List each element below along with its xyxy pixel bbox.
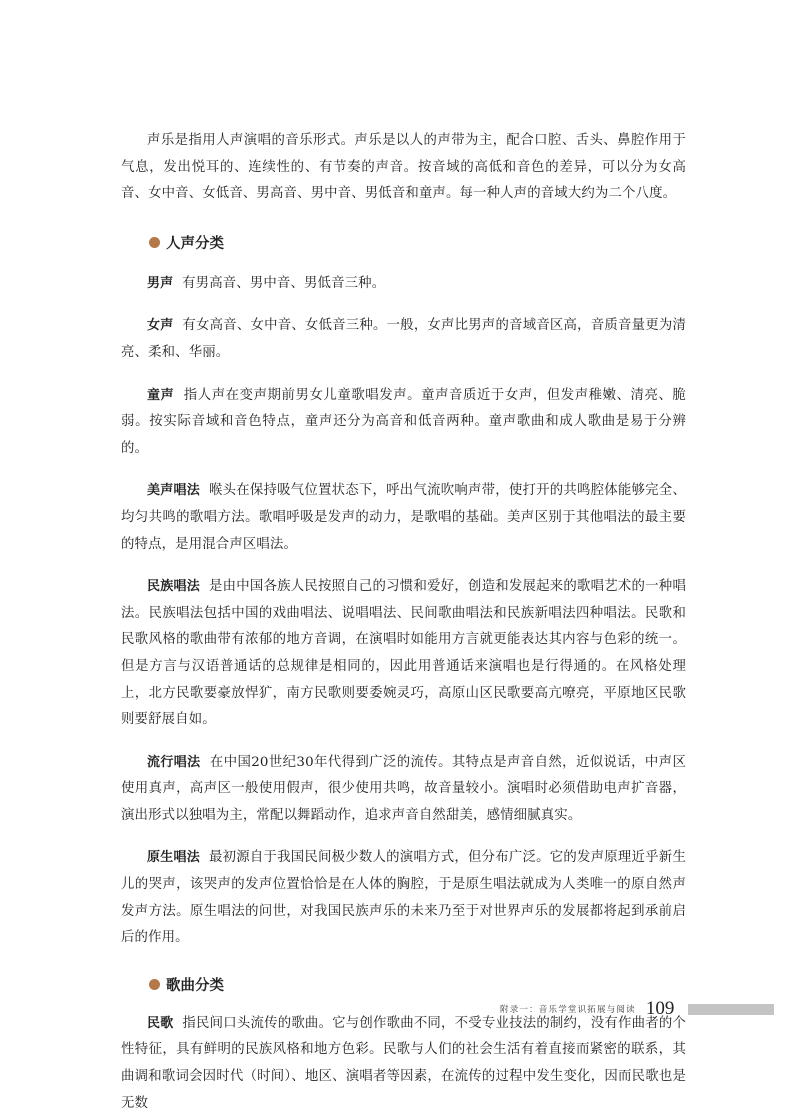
entry-text: 有男高音、男中音、男低音三种。 xyxy=(182,275,386,291)
entry-term: 童声 xyxy=(147,387,175,403)
page-footer xyxy=(500,998,774,1020)
footer-chapter-label: 附录一：音乐学堂识拓展与阅读 xyxy=(500,1005,636,1015)
entry-text: 喉头在保持吸气位置状态下，呼出气流吹响声带，使打开的共鸣腔体能够完全、均匀共鸣的歌唱方法。歌唱呼吸是发声的动力，是歌唱的基础。美声区别于其他唱法的最主要的特点，是用混合声区唱法。 xyxy=(121,483,686,552)
entry-text: 最初源自于我国民间极少数人的演唱方式，但分布广泛。它的发声原理近乎新生儿的哭声，该哭声的发声位置恰恰是在人体的胸腔，于是原生唱法就成为人类唯一的原自然声发声方法。原生唱法的问世，对我国民族声乐的未来乃至于对世界声乐的发展都将起到承前启后的作用。 xyxy=(121,850,686,946)
section-heading-voice-types xyxy=(149,232,686,253)
section-title: 人声分类 xyxy=(166,234,224,252)
entry-paragraph xyxy=(121,383,686,463)
entry-paragraph xyxy=(121,313,686,366)
entry-term: 美声唱法 xyxy=(147,483,200,499)
entry-term: 女声 xyxy=(147,318,174,334)
entry-term: 民歌 xyxy=(147,1015,174,1031)
entry-term: 原生唱法 xyxy=(147,850,200,866)
entry-paragraph xyxy=(121,574,686,734)
entry-text: 指人声在变声期前男女儿童歌唱发声。童声音质近于女声，但发声稚嫩、清亮、脆弱。按实际音域和音色特点，童声还分为高音和低音两种。童声歌曲和成人歌曲是易于分辨的。 xyxy=(121,387,686,456)
entry-text: 有女高音、女中音、女低音三种。一般，女声比男声的音域音区高，音质音量更为清亮、柔和、华丽。 xyxy=(121,318,686,360)
entry-text: 指民间口头流传的歌曲。它与创作歌曲不同，不受专业技法的制约，没有作曲者的个性特征，具有鲜明的民族风格和地方色彩。民歌与人们的社会生活有着直接而紧密的联系，其曲调和歌词会因时代（时间）、地区、演唱者等因素，在流传的过程中发生变化，因而民歌也是无数 xyxy=(121,1015,686,1111)
entry-term: 流行唱法 xyxy=(147,754,201,770)
intro-paragraph: 声乐是指用人声演唱的音乐形式。声乐是以人的声带为主，配合口腔、舌头、鼻腔作用于气息，发出悦耳的、连续性的、有节奏的声音。按音域的高低和音色的差异，可以分为女高音、女中音、女低音、男高音、男中音、男低音和童声。每一种人声的音域大约为二个八度。 xyxy=(121,133,686,202)
entry-paragraph xyxy=(121,845,686,951)
footer-decorative-bar xyxy=(688,1004,774,1015)
bullet-dot-icon xyxy=(149,979,160,990)
entry-text: 是由中国各族人民按照自己的习惯和爱好，创造和发展起来的歌唱艺术的一种唱法。民族唱法包括中国的戏曲唱法、说唱唱法、民间歌曲唱法和民族新唱法四种唱法。民歌和民歌风格的歌曲带有浓郁的地方音调，在演唱时如能用方言就更能表达其内容与色彩的统一。但是方言与汉语普通话的总规律是相同的，因此用普通话来演唱也是行得通的。在风格处理上，北方民歌要豪放悍犷，南方民歌则要委婉灵巧，高原山区民歌要高亢嘹亮，平原地区民歌则要舒展自如。 xyxy=(121,579,686,728)
entry-text: 在中国20世纪30年代得到广泛的流传。其特点是声音自然，近似说话，中声区使用真声，高声区一般使用假声，很少使用共鸣，故音量较小。演唱时必须借助电声扩音器，演出形式以独唱为主，常配以舞蹈动作，追求声音自然甜美，感情细腻真实。 xyxy=(121,754,686,823)
bullet-dot-icon xyxy=(149,237,160,248)
page-number: 109 xyxy=(645,998,675,1019)
page-content xyxy=(121,128,686,1117)
entry-paragraph xyxy=(121,1011,686,1117)
section-heading-song-types xyxy=(149,974,686,995)
entry-paragraph xyxy=(121,271,686,298)
entry-paragraph xyxy=(121,750,686,830)
entry-term: 民族唱法 xyxy=(147,579,200,595)
entry-paragraph xyxy=(121,478,686,558)
entry-term: 男声 xyxy=(147,275,174,291)
section-title: 歌曲分类 xyxy=(166,976,224,994)
